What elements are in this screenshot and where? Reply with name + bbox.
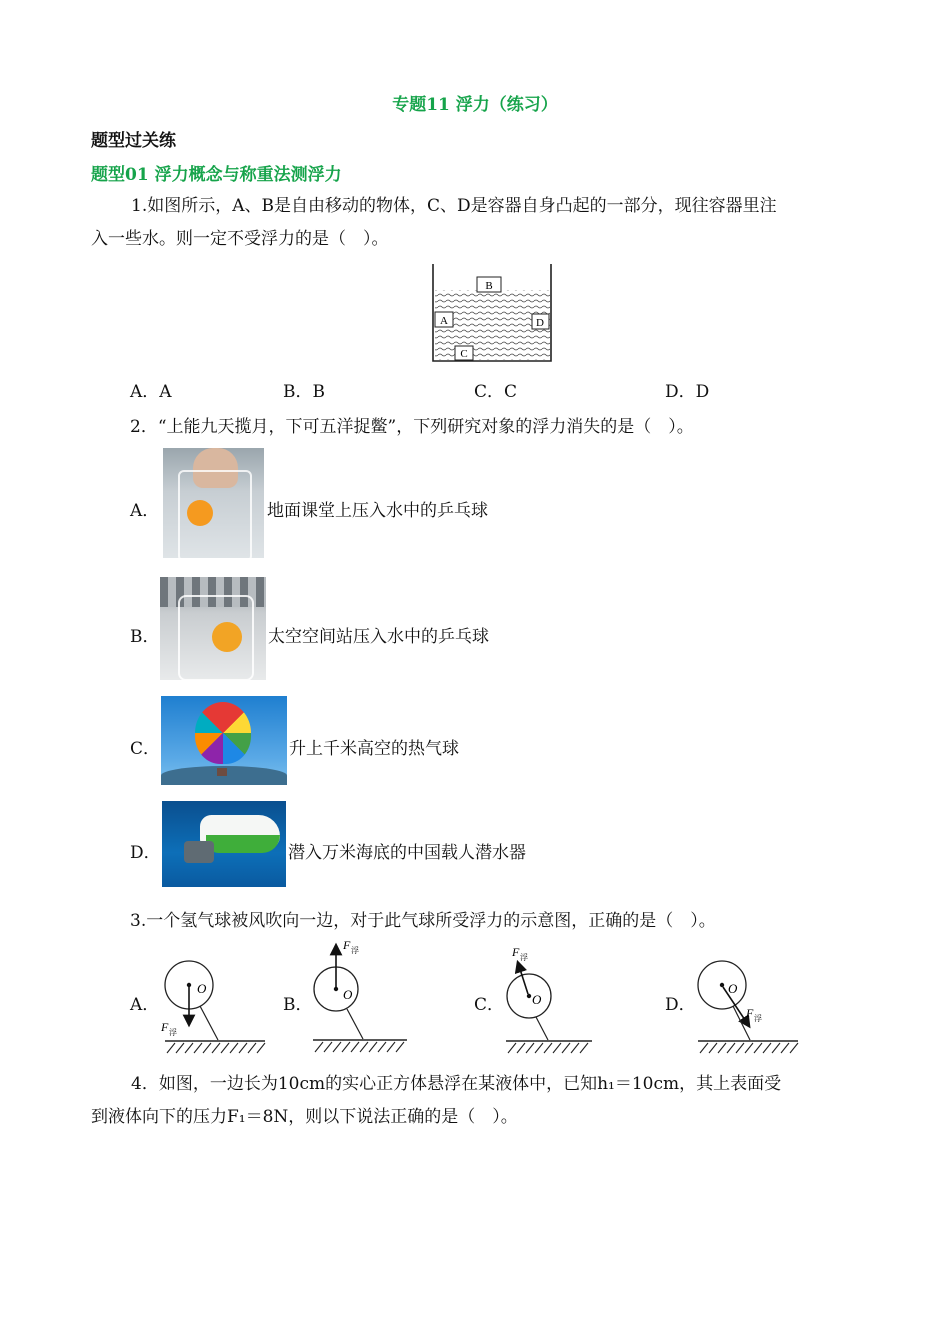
force-label: F bbox=[161, 1020, 169, 1034]
center-label: O bbox=[197, 981, 207, 996]
string-line bbox=[200, 1006, 218, 1040]
force-label: F bbox=[746, 1006, 754, 1020]
force-label: F bbox=[343, 938, 351, 952]
q4-text bbox=[91, 1068, 861, 1134]
q1-text bbox=[91, 190, 861, 256]
submersible-photo bbox=[162, 801, 286, 887]
submersible-stripe-shape bbox=[206, 835, 280, 853]
q4-line2: 到液体向下的压力F₁＝8N，则以下说法正确的是（ ）。 bbox=[91, 1107, 518, 1127]
q1-container-figure bbox=[430, 262, 555, 366]
q3-option-b-letter[interactable]: B． bbox=[283, 995, 313, 1015]
force-label: F bbox=[512, 945, 520, 959]
force-sub-label: 浮 bbox=[520, 953, 528, 962]
q3-option-d-letter[interactable]: D． bbox=[665, 995, 696, 1015]
q2-option-c-letter[interactable]: C． bbox=[130, 739, 161, 759]
space-station-pingpong-photo bbox=[160, 577, 266, 680]
section-heading: 题型过关练 bbox=[91, 131, 176, 151]
q3-diagram-c bbox=[500, 938, 600, 1058]
q3-text: 3.一个氢气球被风吹向一边，对于此气球所受浮力的示意图，正确的是（ ）。 bbox=[130, 911, 716, 931]
submersible-arm-shape bbox=[184, 841, 214, 863]
q1-label-b: B bbox=[485, 280, 493, 292]
hot-air-balloon-photo bbox=[161, 696, 287, 785]
force-sub-label: 浮 bbox=[169, 1028, 177, 1037]
ground-pingpong-photo bbox=[163, 448, 264, 558]
pingpong-ball-shape bbox=[187, 500, 213, 526]
q2-option-a-letter[interactable]: A． bbox=[130, 501, 160, 521]
q1-label-a: A bbox=[440, 315, 448, 327]
ground-hatching bbox=[167, 1043, 265, 1053]
q1-line1: 1.如图所示，A、B是自由移动的物体，C、D是容器自身凸起的一部分，现往容器里注 bbox=[131, 196, 777, 216]
q2-option-b-letter[interactable]: B． bbox=[130, 627, 160, 647]
q1-label-d: D bbox=[536, 317, 544, 329]
page-title: 专题11 浮力（练习） bbox=[392, 95, 558, 115]
q3-diagram-a bbox=[155, 955, 270, 1060]
q2-option-c-caption: 升上千米高空的热气球 bbox=[289, 739, 459, 759]
q2-text: 2．“上能九天揽月，下可五洋捉鳖”，下列研究对象的浮力消失的是（ ）。 bbox=[130, 417, 694, 437]
balloon-center-dot bbox=[187, 983, 191, 987]
q3-option-c-letter[interactable]: C． bbox=[474, 995, 505, 1015]
balloon-envelope-shape bbox=[195, 702, 251, 764]
pingpong-ball-shape bbox=[212, 622, 242, 652]
balloon-center-dot bbox=[527, 994, 531, 998]
ground-hatching bbox=[700, 1043, 798, 1053]
string-line bbox=[347, 1009, 363, 1039]
center-label: O bbox=[728, 981, 738, 996]
center-label: O bbox=[532, 992, 542, 1007]
q1-option-a[interactable]: A．A bbox=[130, 382, 172, 402]
q1-line2: 入一些水。则一定不受浮力的是（ ）。 bbox=[91, 229, 389, 249]
q2-option-d-caption: 潜入万米海底的中国载人潜水器 bbox=[288, 843, 526, 863]
q1-option-d[interactable]: D．D bbox=[665, 382, 710, 402]
q1-label-c: C bbox=[460, 348, 468, 360]
string-line bbox=[536, 1017, 548, 1040]
q2-option-b-caption: 太空空间站压入水中的乒乓球 bbox=[268, 627, 489, 647]
force-sub-label: 浮 bbox=[351, 946, 359, 955]
force-sub-label: 浮 bbox=[754, 1014, 762, 1023]
basket-shape bbox=[217, 768, 227, 776]
q3-option-a-letter[interactable]: A． bbox=[130, 995, 160, 1015]
q3-diagram-b bbox=[305, 937, 415, 1057]
ground-hatching bbox=[508, 1043, 588, 1053]
q2-option-d-letter[interactable]: D． bbox=[130, 843, 161, 863]
q3-diagram-d bbox=[690, 955, 805, 1060]
buoyancy-arrow bbox=[519, 966, 528, 994]
ground-hatching bbox=[315, 1042, 404, 1052]
q4-line1: 4．如图，一边长为10cm的实心正方体悬浮在某液体中，已知h₁＝10cm，其上表面受 bbox=[131, 1074, 782, 1094]
q1-option-c[interactable]: C．C bbox=[474, 382, 518, 402]
q2-option-a-caption: 地面课堂上压入水中的乒乓球 bbox=[267, 501, 488, 521]
balloon-center-dot bbox=[720, 983, 724, 987]
q1-option-b[interactable]: B．B bbox=[283, 382, 325, 402]
balloon-center-dot bbox=[334, 987, 338, 991]
subsection-heading: 题型01 浮力概念与称重法测浮力 bbox=[91, 165, 342, 185]
center-label: O bbox=[343, 987, 353, 1002]
